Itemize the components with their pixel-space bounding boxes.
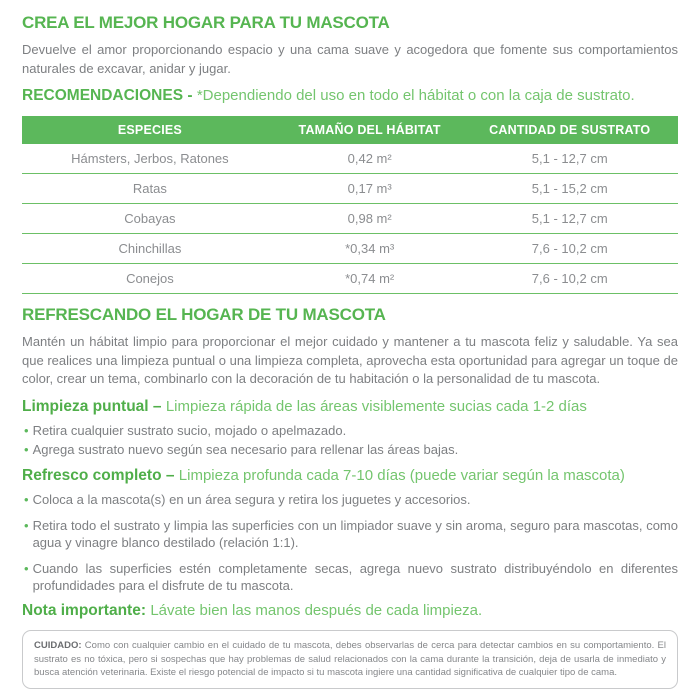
cell-habitat-size: 0,98 m² [347, 211, 392, 226]
important-note-text: Lávate bien las manos después de cada limpieza. [150, 602, 483, 619]
section-refresh-title: REFRESCANDO EL HOGAR DE TU MASCOTA [22, 305, 386, 324]
bullet-text: Retira todo el sustrato y limpia las superficies con un limpiador suave y sin aroma, seguro para mascotas, como agua y vinagre blanco destilado (relación 1:1). [32, 518, 678, 550]
table-row [22, 174, 678, 204]
cell-habitat-size: 0,42 m² [347, 151, 392, 166]
cell-substrate-amount: 7,6 - 10,2 cm [531, 271, 608, 286]
section-create-title: CREA EL MEJOR HOGAR PARA TU MASCOTA [22, 13, 390, 32]
caution-label: CUIDADO: [34, 640, 85, 651]
col-header-cantidad-sustrato: CANTIDAD DE SUSTRATO [489, 123, 651, 137]
bullet-text: Retira cualquier sustrato sucio, mojado o apelmazado. [32, 422, 347, 438]
bullet-dot-icon: • [24, 518, 29, 533]
cell-habitat-size: 0,17 m³ [347, 181, 392, 196]
table-row [22, 234, 678, 264]
document-page [22, 13, 678, 689]
full-refresh-desc: Limpieza profunda cada 7-10 días (puede variar según la mascota) [178, 466, 625, 484]
recommendations-note: *Dependiendo del uso en todo el hábitat o con la caja de sustrato. [196, 87, 635, 104]
section-refresh-body: Mantén un hábitat limpio para proporcionar el mejor cuidado y mantener a tu mascota feliz y saludable. Ya sea que realices una limpieza puntual o una limpieza completa, aprovecha esta oportunidad para agregar un toque de color, crear un tema, combinarlo con la decoración de tu habitación o la personalidad de tu mascota. [22, 334, 678, 386]
bullet-text: Agrega sustrato nuevo según sea necesario para rellenar las áreas bajas. [32, 442, 459, 457]
recommendations-label: RECOMENDACIONES - [22, 87, 197, 104]
table-row [22, 144, 678, 174]
important-note-label: Nota importante: [22, 602, 151, 619]
cell-substrate-amount: 5,1 - 12,7 cm [531, 151, 608, 166]
col-header-especies: ESPECIES [117, 123, 182, 137]
important-note-line [22, 602, 678, 620]
section-create-body: Devuelve el amor proporcionando espacio y una cama suave y acogedora que fomente sus comportamientos naturales de excavar, anidar y jugar. [22, 42, 678, 76]
bullet-dot-icon: • [24, 561, 29, 576]
cell-substrate-amount: 7,6 - 10,2 cm [531, 241, 608, 256]
cell-species: Ratas [132, 181, 167, 196]
spot-clean-bullets [22, 423, 678, 459]
list-item [22, 492, 678, 509]
cell-habitat-size: *0,74 m² [345, 271, 395, 286]
cell-species: Conejos [126, 271, 174, 286]
bullet-text: Cuando las superficies estén completamente secas, agrega nuevo sustrato distribuyéndolo en diferentes profundidades para el disfrute de tu mascota. [32, 561, 678, 593]
caution-text: Como con cualquier cambio en el cuidado de tu mascota, debes observarlas de cerca para detectar cambios en su comportamiento. El sustrato es no tóxica, pero si sospechas que hay problemas de salud relacionados con la cama durante la transición, deja de usarla de inmediato y busca atención veterinaria. Existe el riesgo potencial de impacto si tu mascota ingiere una cantidad significativa de cualquier tipo de cama. [34, 640, 666, 678]
bullet-dot-icon: • [24, 442, 29, 457]
list-item [22, 561, 678, 594]
cell-substrate-amount: 5,1 - 12,7 cm [531, 211, 608, 226]
full-refresh-bullets [22, 492, 678, 595]
bullet-text: Coloca a la mascota(s) en un área segura y retira los juguetes y accesorios. [32, 491, 471, 507]
substrate-table [22, 116, 678, 294]
cell-species: Hámsters, Jerbos, Ratones [71, 151, 229, 166]
list-item [22, 423, 678, 440]
substrate-table-header-row [22, 116, 678, 144]
spot-clean-desc: Limpieza rápida de las áreas visiblemente sucias cada 1-2 días [165, 397, 587, 415]
cell-species: Chinchillas [118, 241, 182, 256]
spot-clean-label: Limpieza puntual – [22, 397, 166, 415]
table-row [22, 264, 678, 294]
list-item [22, 518, 678, 551]
caution-box [22, 630, 678, 689]
list-item [22, 442, 678, 459]
cell-habitat-size: *0,34 m³ [345, 241, 395, 256]
col-header-tamano-habitat: TAMAÑO DEL HÁBITAT [298, 123, 441, 137]
full-refresh-label: Refresco completo – [22, 466, 179, 484]
cell-species: Cobayas [124, 211, 176, 226]
cell-substrate-amount: 5,1 - 15,2 cm [531, 181, 608, 196]
table-row [22, 204, 678, 234]
recommendations-line [22, 87, 678, 105]
bullet-dot-icon: • [24, 422, 29, 438]
bullet-dot-icon: • [24, 491, 29, 507]
full-refresh-line [22, 467, 678, 485]
spot-clean-line [22, 398, 678, 416]
